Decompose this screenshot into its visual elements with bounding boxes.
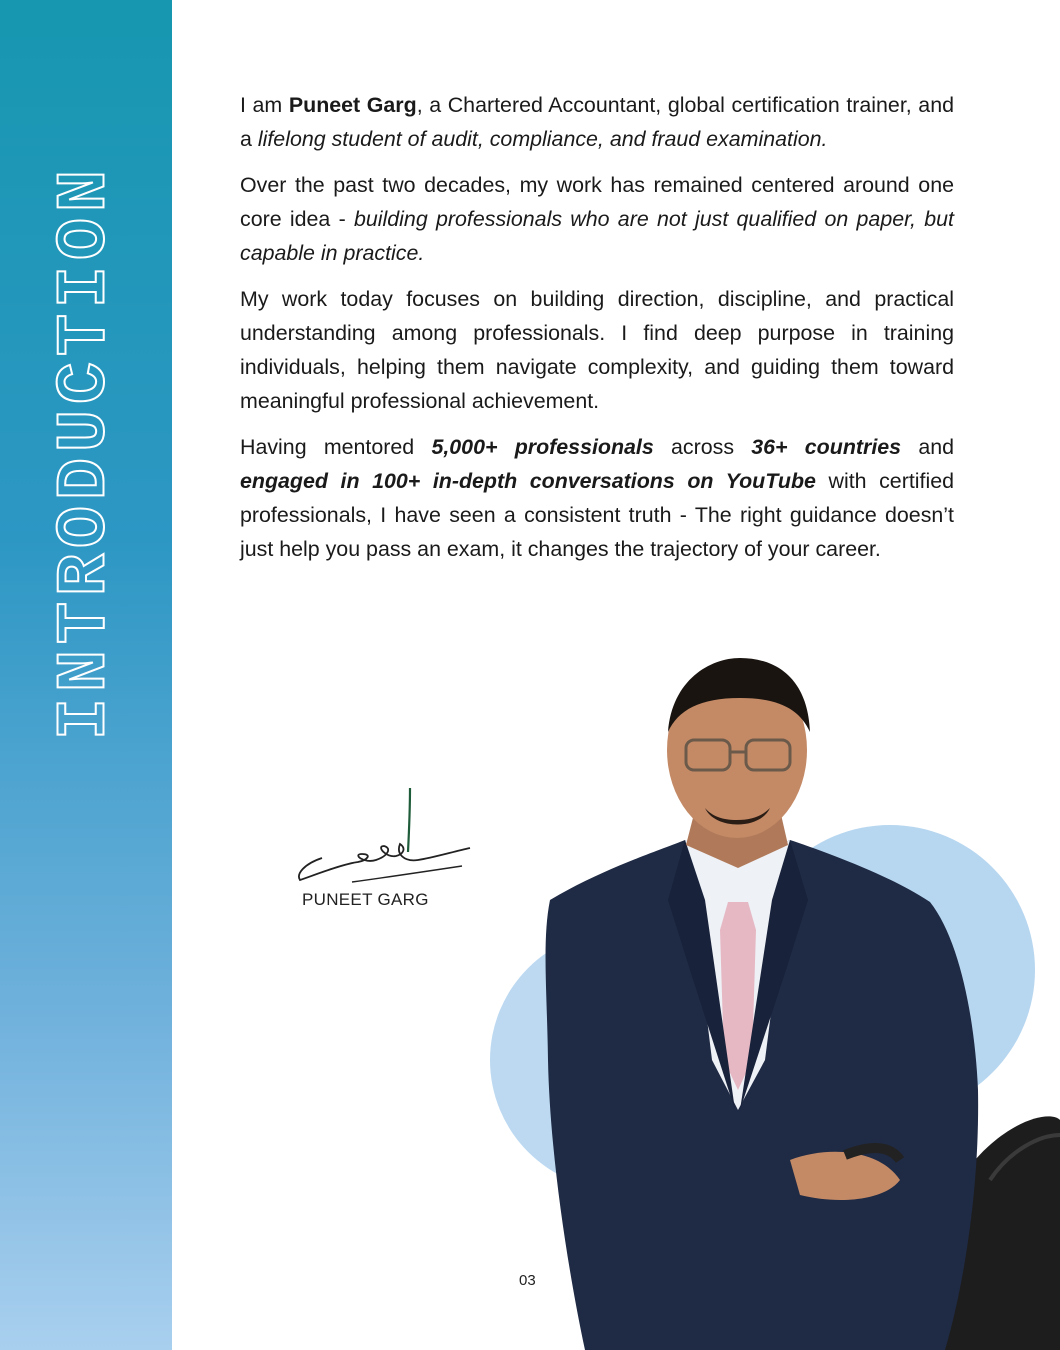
signature-image [292,782,482,892]
intro-paragraph-1: I am Puneet Garg, a Chartered Accountant, global certification trainer, and a lifelong student of audit, compliance, and fraud examination. [240,93,954,151]
intro-paragraph-2: Over the past two decades, my work has remained centered around one core idea - building professionals who are not just qualified on paper, but capable in practice. [240,173,955,265]
portrait-photo [490,640,1060,1350]
sidebar [0,0,172,1350]
intro-body [240,88,954,578]
signature-name: PUNEET GARG [302,890,429,909]
intro-paragraph-3: My work today focuses on building direction, discipline, and practical understanding among professionals. I find deep purpose in training individuals, helping them navigate complexity, and guiding them toward meaningful professional achievement. [240,287,954,413]
intro-paragraph-4: Having mentored 5,000+ professionals across 36+ countries and engaged in 100+ in-depth conversations on YouTube with certified professionals, I have seen a consistent truth - The right guidance doesn’t just help you pass an exam, it changes the trajectory of your career. [240,435,955,561]
author-name: Puneet Garg [288,93,417,117]
page-number: 03 [519,1272,536,1289]
section-title: INTRODUCTION [46,163,126,741]
